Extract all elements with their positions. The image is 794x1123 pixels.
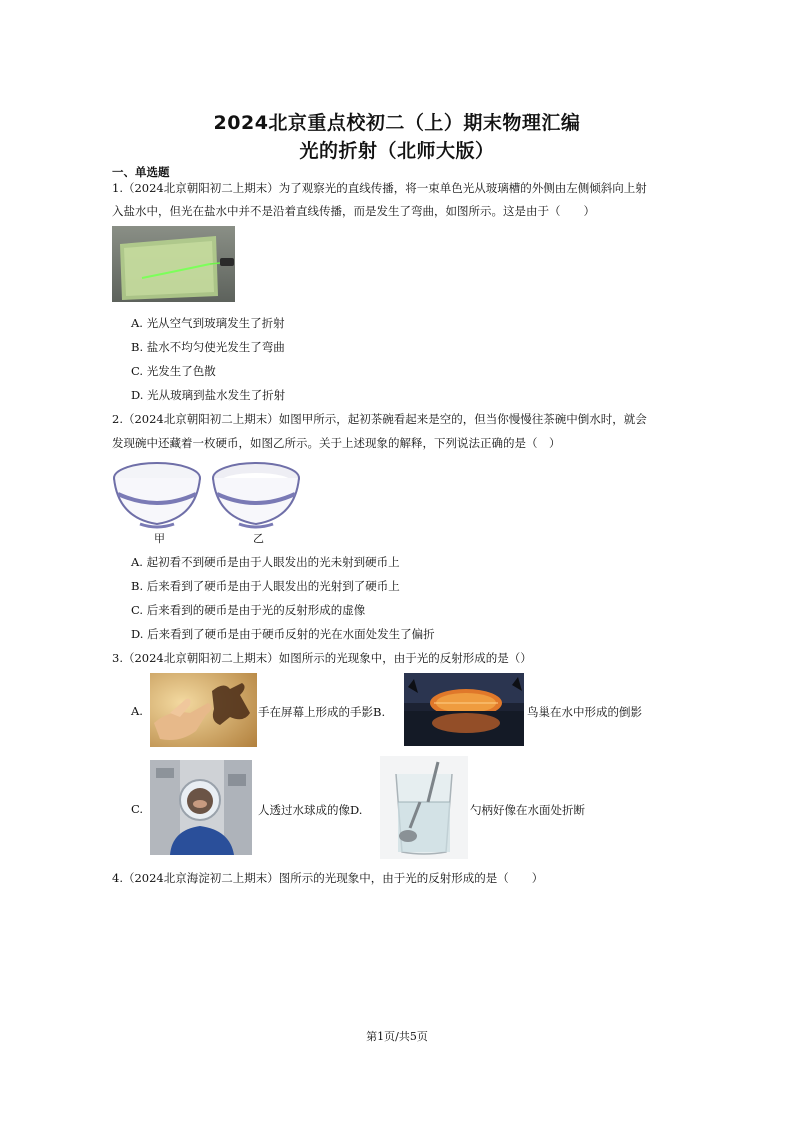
section-heading: 一、单选题 — [112, 165, 170, 179]
q1-option-c: C. 光发生了色散 — [131, 364, 216, 378]
bowls-figure — [112, 460, 302, 530]
q2-option-b: B. 后来看到了硬币是由于人眼发出的光射到了硬币上 — [131, 579, 400, 593]
q2-option-a: A. 起初看不到硬币是由于人眼发出的光未射到硬币上 — [131, 555, 400, 569]
q2-option-c: C. 后来看到的硬币是由于光的反射形成的虚像 — [131, 603, 366, 617]
q1-option-b: B. 盐水不均匀使光发生了弯曲 — [131, 340, 285, 354]
q3-option-c-text: 人透过水球成的像D. — [258, 803, 363, 817]
question-2-line-1: 2.（2024北京朝阳初二上期末）如图甲所示，起初茶碗看起来是空的，但当你慢慢往茶碗中倒水时，就会 — [112, 412, 647, 426]
caption-jia: 甲 — [154, 532, 165, 545]
q3-option-b-text: 鸟巢在水中形成的倒影 — [527, 705, 642, 719]
page-title: 2024北京重点校初二（上）期末物理汇编 — [213, 112, 581, 134]
hand-shadow-image — [150, 673, 257, 747]
question-2-line-2: 发现碗中还藏着一枚硬币，如图乙所示。关于上述现象的解释，下列说法正确的是（ ） — [112, 436, 561, 450]
q2-option-d: D. 后来看到了硬币是由于硬币反射的光在水面处发生了偏折 — [131, 627, 435, 641]
water-ball-image — [150, 760, 252, 855]
bowl-with-coin-icon — [213, 463, 299, 527]
question-1-line-1: 1.（2024北京朝阳初二上期末）为了观察光的直线传播，将一束单色光从玻璃槽的外侧由左侧倾斜向上射 — [112, 181, 647, 195]
birds-nest-image — [404, 673, 524, 746]
question-1-line-2: 入盐水中，但光在盐水中并不是沿着直线传播，而是发生了弯曲，如图所示。这是由于（ ） — [112, 204, 595, 218]
page-footer: 第1页/共5页 — [366, 1030, 428, 1043]
empty-bowl-icon — [114, 463, 200, 527]
q3-option-d-text: 勺柄好像在水面处折断 — [470, 803, 585, 817]
caption-yi: 乙 — [253, 532, 264, 545]
spoon-in-glass-image — [380, 756, 468, 859]
q3-option-a-letter: A. — [131, 704, 143, 718]
q3-option-c-letter: C. — [131, 802, 144, 816]
q1-option-a: A. 光从空气到玻璃发生了折射 — [131, 316, 285, 330]
q3-option-a-text: 手在屏幕上形成的手影B. — [258, 705, 386, 719]
question-3-line-1: 3.（2024北京朝阳初二上期末）如图所示的光现象中，由于光的反射形成的是（） — [112, 651, 532, 665]
glass-tank-image — [112, 226, 235, 302]
q1-option-d: D. 光从玻璃到盐水发生了折射 — [131, 388, 286, 402]
page-subtitle: 光的折射（北师大版） — [299, 140, 495, 162]
question-4-line-1: 4.（2024北京海淀初二上期末）图所示的光现象中，由于光的反射形成的是（ ） — [112, 871, 544, 885]
